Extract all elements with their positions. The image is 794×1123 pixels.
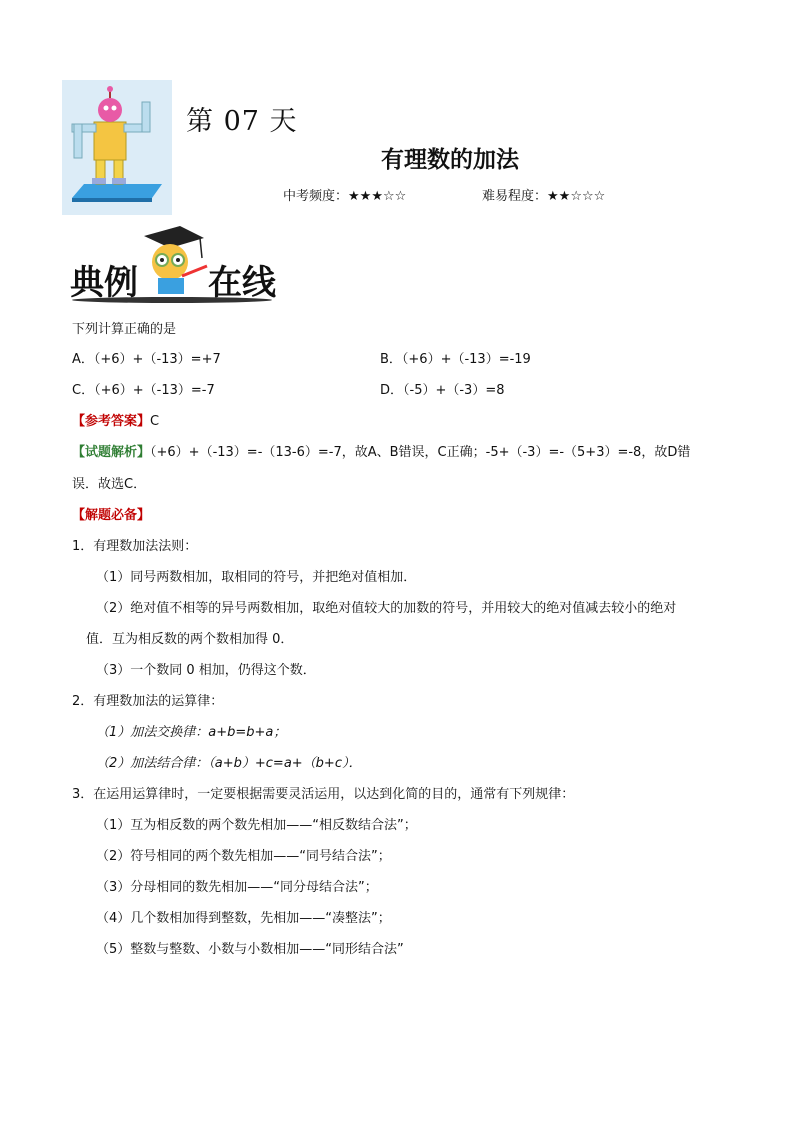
question-stem: 下列计算正确的是 (72, 322, 177, 337)
day-title: 第 07 天 (186, 106, 298, 137)
section-3-item-2: （2）符号相同的两个数先相加——“同号结合法”； (96, 849, 391, 864)
answer-label: 【参考答案】 (72, 414, 151, 429)
section-1-item-3: （3）一个数同 0 相加，仍得这个数． (96, 663, 316, 678)
difficulty (482, 185, 605, 204)
analysis-text-2: 误．故选C． (72, 477, 147, 492)
section-1-title: 1．有理数加法法则： (72, 539, 198, 554)
exam-frequency-stars: ★★★☆☆ (348, 189, 407, 204)
option-c: C．（+6）+（-13）=-7 (72, 383, 215, 398)
option-a: A．（+6）+（-13）=+7 (72, 352, 221, 367)
analysis-label: 【试题解析】 (72, 445, 151, 460)
section-2-item-1: （1）加法交换律：a+b=b+a； (96, 725, 287, 740)
lesson-title: 有理数的加法 (381, 147, 519, 173)
analysis-text: （+6）+（-13）=-（13-6）=-7，故A、B错误，C正确；-5+（-3）=-（5+3）=-8，故D错 (150, 445, 691, 460)
section-1-item-2: （2）绝对值不相等的异号两数相加，取绝对值较大的加数的符号，并用较大的绝对值减去较小的绝对 (96, 601, 677, 616)
section-3-item-4: （4）几个数相加得到整数，先相加——“凑整法”； (96, 911, 391, 926)
essentials-label: 【解题必备】 (72, 508, 151, 523)
difficulty-stars: ★★☆☆☆ (547, 189, 606, 204)
option-d: D．（-5）+（-3）=8 (380, 383, 505, 398)
analysis-line (72, 443, 732, 463)
section-1-item-2-cont: 值．互为相反数的两个数相加得 0． (86, 632, 294, 647)
exam-frequency-label: 中考频度： (283, 189, 349, 204)
section-2-title: 2．有理数加法的运算律： (72, 694, 224, 709)
section-1-item-1: （1）同号两数相加，取相同的符号，并把绝对值相加． (96, 570, 417, 585)
section-3-title: 3．在运用运算律时，一定要根据需要灵活运用，以达到化简的目的，通常有下列规律： (72, 787, 575, 802)
answer-value: C (150, 414, 160, 429)
exam-frequency (283, 185, 406, 204)
banner-left-text: 典例 (70, 263, 138, 303)
banner-right-text: 在线 (208, 263, 276, 303)
section-3-item-3: （3）分母相同的数先相加——“同分母结合法”； (96, 880, 378, 895)
section-2-item-2: （2）加法结合律：（a+b）+c=a+（b+c）． (96, 756, 362, 771)
option-b: B．（+6）+（-13）=-19 (380, 352, 531, 367)
section-3-item-1: （1）互为相反数的两个数先相加——“相反数结合法”； (96, 818, 417, 833)
section-3-item-5: （5）整数与整数、小数与小数相加——“同形结合法” (96, 942, 404, 957)
robot-illustration (62, 80, 172, 215)
answer-line (72, 412, 159, 432)
difficulty-label: 难易程度： (482, 189, 548, 204)
